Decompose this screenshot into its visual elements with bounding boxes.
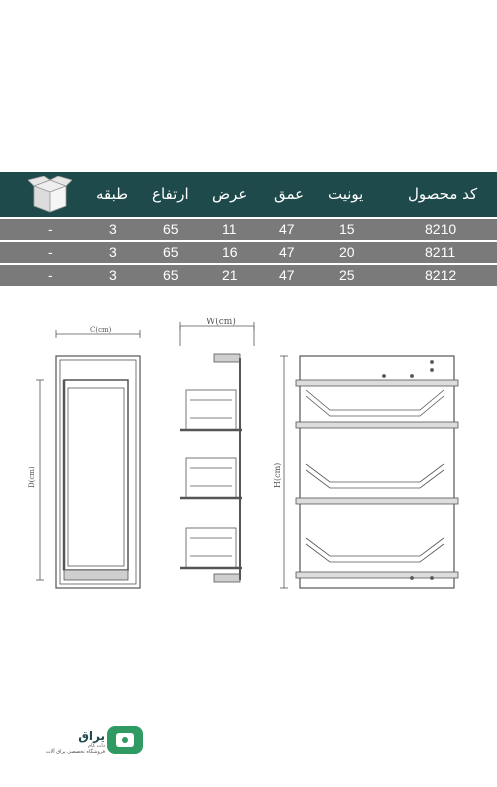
table-header: [0, 172, 497, 217]
cell-height: 65: [163, 221, 179, 237]
box-icon: [28, 176, 72, 214]
cell-width: 11: [222, 221, 237, 237]
header-height: ارتفاع: [152, 185, 189, 203]
cell-shelves: 3: [109, 244, 117, 260]
cell-shelves: 3: [109, 267, 117, 283]
side-width-label: W(cm): [206, 318, 236, 327]
height-label: H(cm): [273, 462, 282, 488]
header-width: عرض: [212, 185, 248, 203]
yaragh-logo-icon: [106, 725, 144, 755]
logo-brand: یراق: [78, 729, 105, 743]
logo-text: [40, 729, 105, 755]
cell-code: 8212: [425, 267, 457, 283]
cell-extra: -: [48, 267, 53, 283]
cell-unit: 20: [339, 244, 355, 260]
cell-height: 65: [163, 244, 179, 260]
logo-tagline: فروشگاه تخصصی یراق آلات: [45, 749, 105, 755]
cell-width: 21: [222, 267, 238, 283]
header-depth: عمق: [274, 185, 305, 203]
front-view-drawing: [36, 330, 140, 588]
cell-depth: 47: [279, 221, 295, 237]
table-row: [0, 265, 497, 286]
cell-depth: 47: [279, 244, 295, 260]
side-view-drawing: [180, 322, 254, 582]
cell-unit: 15: [339, 221, 355, 237]
front-width-label: C(cm): [90, 326, 112, 334]
header-shelves: طبقه: [96, 185, 129, 203]
front-depth-label: D(cm): [28, 466, 36, 488]
cell-code: 8211: [425, 244, 456, 260]
cell-shelves: 3: [109, 221, 117, 237]
technical-drawings: [0, 318, 497, 608]
header-code: کد محصول: [408, 185, 478, 203]
cell-depth: 47: [279, 267, 295, 283]
cell-extra: -: [48, 244, 53, 260]
cell-unit: 25: [339, 267, 355, 283]
cell-width: 16: [222, 244, 238, 260]
logo-suffix: دات کام: [88, 743, 105, 749]
cell-extra: -: [48, 221, 53, 237]
cell-code: 8210: [425, 221, 457, 237]
elevation-view-drawing: [280, 356, 458, 588]
table-row: [0, 242, 497, 263]
spec-table: [0, 172, 497, 286]
header-unit: یونیت: [328, 185, 364, 203]
cell-height: 65: [163, 267, 179, 283]
table-row: [0, 219, 497, 240]
